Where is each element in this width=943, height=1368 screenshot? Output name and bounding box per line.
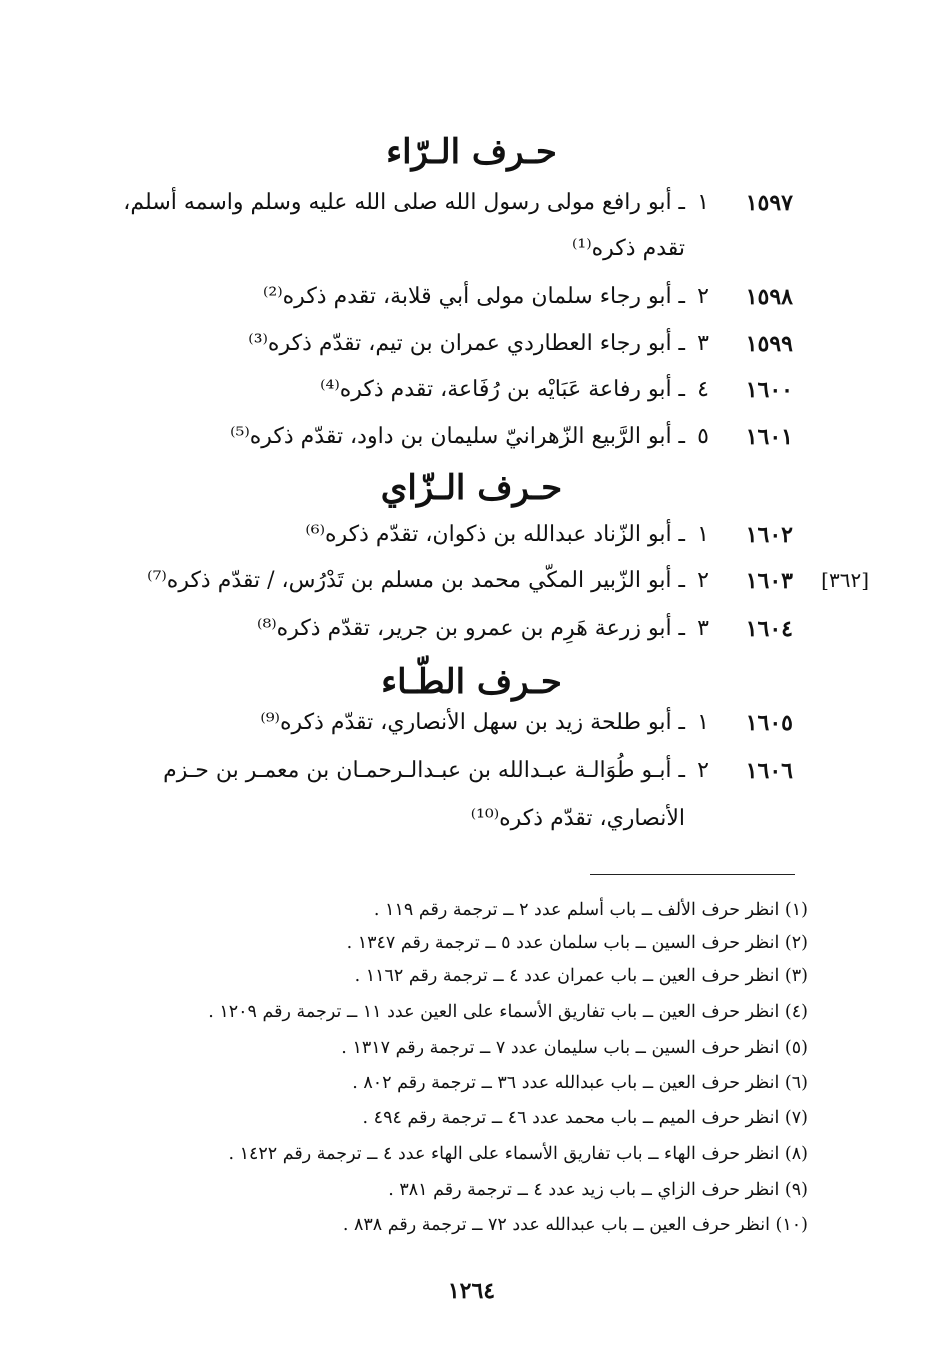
margin-page-ref: [٣٦٢] <box>821 568 869 592</box>
entry-number: ١٦٠١ <box>745 424 793 450</box>
entry-number: ١٦٠٣ <box>745 568 793 594</box>
entry-index: ٢ <box>697 568 709 593</box>
entry-text: ـ أبو زرعة هَرِم بن عمرو بن جرير، تقدّم ذكره⁽⁸⁾ <box>257 616 685 641</box>
entry-index: ١ <box>697 522 709 547</box>
entry-text: ـ أبو رجاء العطاردي عمران بن تيم، تقدّم ذكره⁽³⁾ <box>248 331 685 356</box>
footnote: (٤) انظر حرف العين ــ باب تفاريق الأسماء على العين عدد ١١ ــ ترجمة رقم ١٢٠٩ . <box>208 1002 808 1022</box>
footnote: (١٠) انظر حرف العين ــ باب عبدالله عدد ٧٢ ــ ترجمة رقم ٨٣٨ . <box>342 1215 808 1235</box>
footnote: (٣) انظر حرف العين ــ باب عمران عدد ٤ ــ ترجمة رقم ١١٦٢ . <box>354 966 808 986</box>
entry-index: ٥ <box>697 424 709 449</box>
section-heading-ta: حـرف الطّـاء <box>381 662 562 702</box>
section-heading-ra: حـرف الـرّاء <box>386 132 557 172</box>
entry-number: ١٦٠٦ <box>745 758 793 784</box>
entry-text: ـ أبو الرَّبيع الزّهرانيّ سليمان بن داود، تقدّم ذكره⁽⁵⁾ <box>230 424 685 449</box>
entry-number: ١٦٠٠ <box>745 377 793 403</box>
entry-number: ١٦٠٤ <box>745 616 793 642</box>
section-heading-zay: حـرف الـزّاي <box>380 468 563 508</box>
footnote-separator <box>590 874 795 875</box>
entry-continuation: الأنصاري، تقدّم ذكره⁽¹⁰⁾ <box>470 806 685 831</box>
entry-index: ١ <box>697 710 709 735</box>
footnote: (٩) انظر حرف الزاي ــ باب زيد عدد ٤ ــ ترجمة رقم ٣٨١ . <box>388 1180 808 1200</box>
entry-text: ـ أبو رفاعة عَبَايْه بن رُفَاعة، تقدم ذكره⁽⁴⁾ <box>320 377 685 402</box>
entry-index: ٣ <box>697 331 709 356</box>
footnote: (٧) انظر حرف الميم ــ باب محمد عدد ٤٦ ــ ترجمة رقم ٤٩٤ . <box>362 1108 808 1128</box>
footnote: (٨) انظر حرف الهاء ــ باب تفاريق الأسماء على الهاء عدد ٤ ــ ترجمة رقم ١٤٢٢ . <box>228 1144 808 1164</box>
entry-text: ـ أبو طلحة زيد بن سهل الأنصاري، تقدّم ذكره⁽⁹⁾ <box>260 710 685 735</box>
entry-text: ـ أبـو طُوَالـة عبـدالله بن عبـدالـرحمـان بن معمـر بن حـزم <box>163 758 685 783</box>
entry-continuation: تقدم ذكره⁽¹⁾ <box>572 236 685 261</box>
entry-number: ١٥٩٧ <box>745 190 793 216</box>
entry-number: ١٥٩٨ <box>745 284 793 310</box>
entry-number: ١٦٠٢ <box>745 522 793 548</box>
entry-index: ٢ <box>697 758 709 783</box>
entry-index: ٢ <box>697 284 709 309</box>
entry-number: ١٥٩٩ <box>745 331 793 357</box>
entry-text: ـ أبو رافع مولى رسول الله صلى الله عليه وسلم واسمه أسلم، <box>123 190 685 215</box>
entry-text: ـ أبو رجاء سلمان مولى أبي قلابة، تقدم ذكره⁽²⁾ <box>263 284 685 309</box>
entry-text: ـ أبو الزّناد عبدالله بن ذكوان، تقدّم ذكره⁽⁶⁾ <box>305 522 685 547</box>
footnote: (١) انظر حرف الألف ــ باب أسلم عدد ٢ ــ ترجمة رقم ١١٩ . <box>373 900 808 920</box>
footnote: (٥) انظر حرف السين ــ باب سليمان عدد ٧ ــ ترجمة رقم ١٣١٧ . <box>341 1038 808 1058</box>
page-number: ١٢٦٤ <box>447 1278 496 1304</box>
entry-text: ـ أبو الزّبير المكّي محمد بن مسلم بن تَدْرُس، / تقدّم ذكره⁽⁷⁾ <box>147 568 685 593</box>
entry-index: ١ <box>697 190 709 215</box>
entry-number: ١٦٠٥ <box>745 710 793 736</box>
footnote: (٦) انظر حرف العين ــ باب عبدالله عدد ٣٦ ــ ترجمة رقم ٨٠٢ . <box>352 1073 808 1093</box>
entry-index: ٣ <box>697 616 709 641</box>
footnote: (٢) انظر حرف السين ــ باب سلمان عدد ٥ ــ ترجمة رقم ١٣٤٧ . <box>346 933 808 953</box>
entry-index: ٤ <box>697 377 709 402</box>
